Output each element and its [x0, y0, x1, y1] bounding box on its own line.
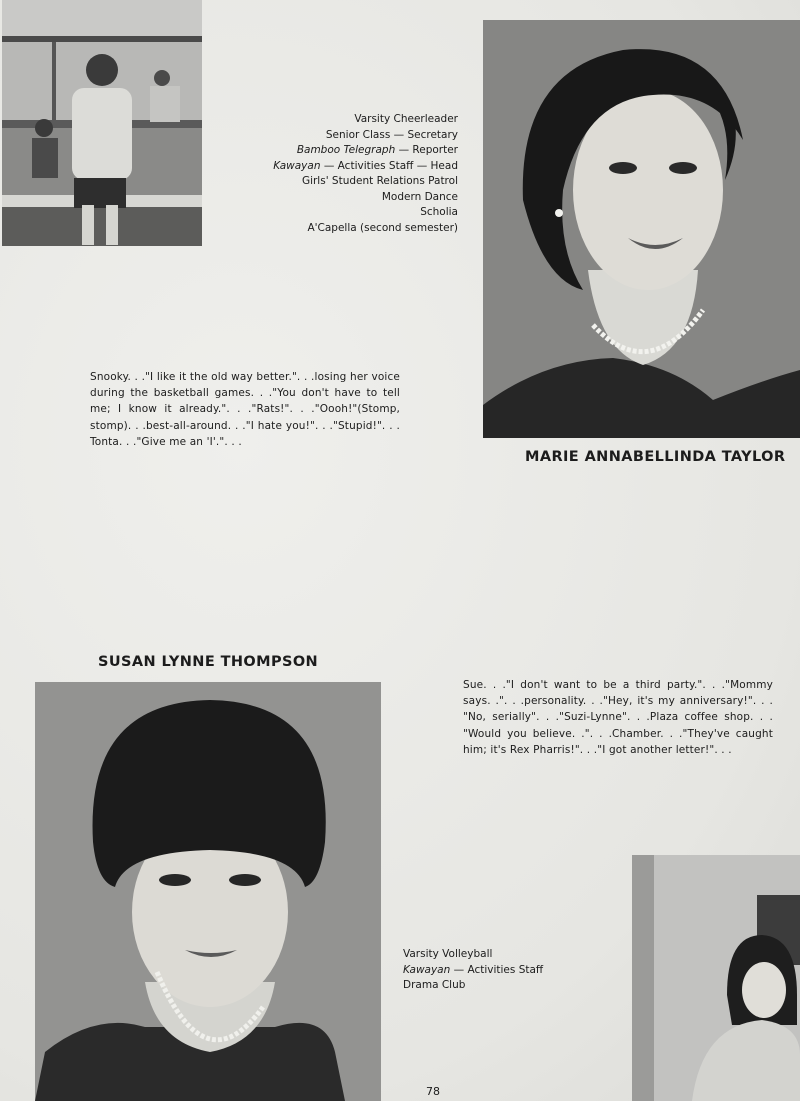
activity-item: Kawayan — Activities Staff — Head: [273, 159, 458, 172]
activity-item: Drama Club: [403, 979, 466, 991]
activities-list-thompson: [403, 947, 543, 994]
candid-photo-thompson: [632, 855, 800, 1101]
activity-item: Senior Class — Secretary: [325, 128, 458, 141]
student-name-thompson: SUSAN LYNNE THOMPSON: [98, 654, 319, 670]
page-number: 78: [426, 1085, 440, 1098]
activity-item: Varsity Volleyball: [403, 948, 493, 960]
portrait-taylor: [483, 20, 800, 438]
activity-item: Varsity Cheerleader: [354, 113, 458, 125]
activity-item: Modern Dance: [381, 190, 458, 203]
student-name-taylor: MARIE ANNABELLINDA TAYLOR: [525, 449, 786, 465]
portrait-thompson: [35, 682, 381, 1101]
quote-thompson: Sue. . ."I don't want to be a third party.". . ."Mommy says. .". . .personality. . ."Hey, it's my anniversary!". . . "No, serially". . ."Suzi-Lynne". . .Plaza coffee shop. . . "Would you believe. .". . .Chamber. . ."They've caught him; it's Rex Pharris!". . ."I got another letter!". . .: [463, 679, 773, 756]
quote-taylor: Snooky. . ."I like it the old way better.". . .losing her voice during the basketball games. . ."You don't have to tell me; I know it already.". . ."Rats!". . ."Oooh!"(Stomp, stomp). . .best-all-around. . ."I hate you!". . ."Stupid!". . . Tonta. . ."Give me an 'I'.". . .: [90, 371, 400, 448]
activity-item: A'Capella (second semester): [307, 221, 458, 234]
activity-item: Scholia: [420, 206, 458, 218]
candid-photo-cheerleading: [2, 0, 202, 246]
activities-list-taylor: [240, 112, 458, 236]
activity-item: Bamboo Telegraph — Reporter: [296, 144, 458, 156]
activity-item: Girls' Student Relations Patrol: [301, 175, 458, 187]
activity-item: Kawayan — Activities Staff: [403, 963, 544, 976]
